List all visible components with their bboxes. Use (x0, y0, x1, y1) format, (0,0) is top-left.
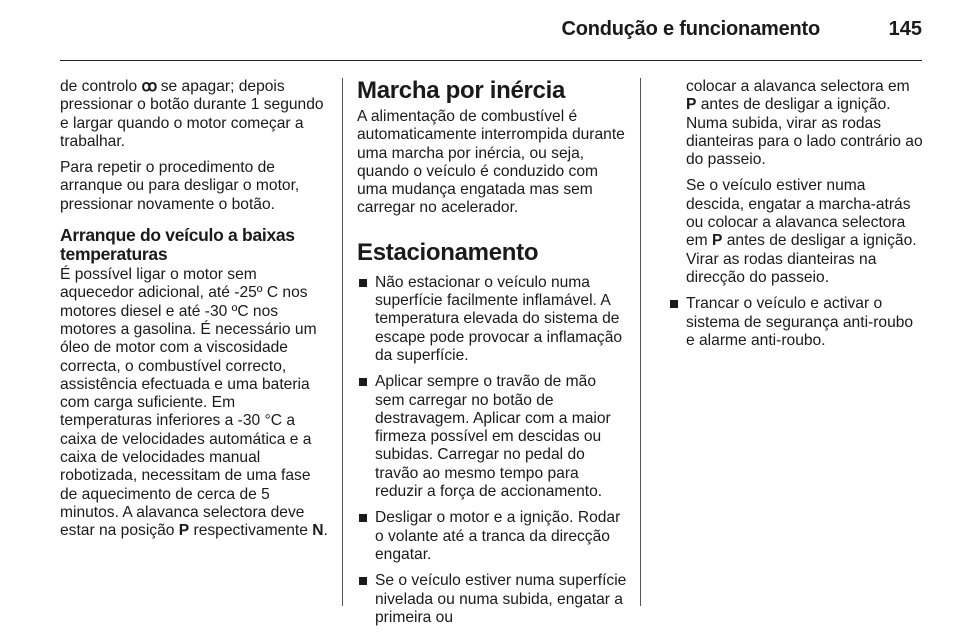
list-item: Trancar o veículo e activar o sistema de segurança anti-roubo e alarme anti-roubo. (668, 295, 924, 350)
list-item: Aplicar sempre o travão de mão sem carregar no botão de destravagem. Aplicar com a maior firmeza possível em descidas ou subidas. Carregar no pedal do travão ao mesmo tempo para reduzir a força de accionamento. (357, 373, 627, 501)
header-divider (60, 60, 922, 61)
heading-parking: Estacionamento (357, 238, 539, 266)
column-1 (60, 78, 330, 549)
column-divider-2 (640, 78, 641, 606)
glow-plug-icon: ꝏ (141, 78, 157, 95)
paragraph-cold-start: É possível ligar o motor sem aquecedor adicional, até -25º C nos motores diesel e até -30 ºC nos motores a gasolina. É necessário um óleo de motor com a viscosidade correcta, o combustível correcto, assistência efectuada e uma bateria com carga suficiente. Em temperaturas inferiores a -30 °C a caixa de velocidades automática e a caixa de velocidades manual robotizada, necessitam de uma fase de aquecimento de cerca de 5 minutos. A alavanca selectora deve estar na posição P respectivamente N. (60, 266, 328, 540)
heading-coasting: Marcha por inércia (357, 77, 566, 104)
parking-list (357, 274, 627, 627)
lock-list (668, 295, 924, 350)
paragraph-start-button: de controlo ꝏ se apagar; depois pressionar o botão durante 1 segundo e largar quando o motor começar a trabalhar. (60, 78, 324, 150)
list-item: Desligar o motor e a ignição. Rodar o volante até a tranca da direcção engatar. (357, 509, 627, 564)
list-item: Se o veículo estiver numa superfície nivelada ou numa subida, engatar a primeira ou (357, 572, 627, 627)
list-item: Não estacionar o veículo numa superfície facilmente inflamável. A temperatura elevada do sistema de escape pode provocar a inflamação da superfície. (357, 274, 627, 365)
list-item-continuation (668, 78, 924, 287)
gear-p-label: P (686, 96, 697, 114)
column-3 (668, 78, 924, 358)
page-header-title: Condução e funcionamento (561, 18, 820, 40)
column-2 (357, 78, 627, 635)
gear-p-label: P (712, 232, 723, 250)
heading-cold-start: Arranque do veículo a baixas temperaturas (60, 225, 295, 265)
page-number: 145 (888, 18, 922, 40)
paragraph-downhill: Se o veículo estiver numa descida, engatar a marcha-atrás ou colocar a alavanca selectora em P antes de desligar a ignição. Virar as rodas dianteiras na direcção do passeio. (686, 177, 917, 286)
column-divider-1 (342, 78, 343, 606)
gear-p-label: P (178, 522, 190, 540)
paragraph-coasting: A alimentação de combustível é automaticamente interrompida durante uma marcha por inércia, ou seja, quando o veículo é conduzido com uma mudança engatada mas sem carregar no acelerador. (357, 108, 625, 217)
gear-n-label: N (312, 522, 324, 540)
paragraph-repeat-procedure: Para repetir o procedimento de arranque ou para desligar o motor, pressionar novamente o botão. (60, 159, 300, 213)
paragraph-uphill: colocar a alavanca selectora em P antes de desligar a ignição. Numa subida, virar as rodas dianteiras para o lado contrário ao do passeio. (686, 78, 923, 169)
